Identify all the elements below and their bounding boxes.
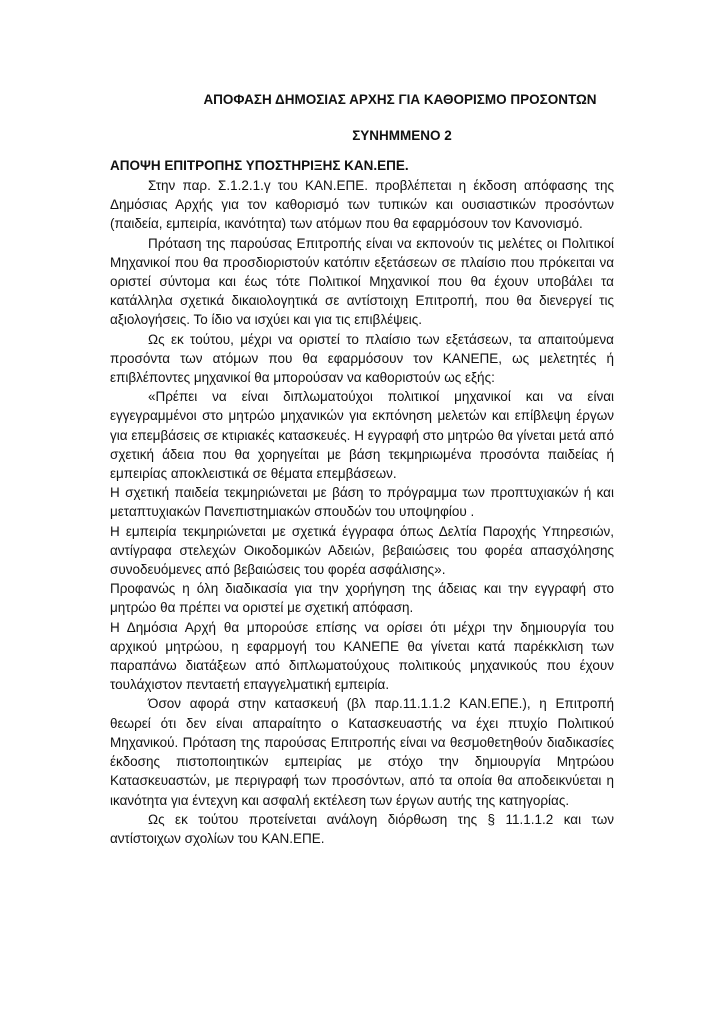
paragraph: Ως εκ τούτου, μέχρι να οριστεί το πλαίσιο των εξετάσεων, τα απαιτούμενα προσόντα των ατόμων που θα εφαρμόσουν τον ΚΑΝΕΠΕ, ως μελετητές ή επιβλέποντες μηχανικοί θα μπορούσαν να καθοριστούν ως εξής:: [110, 331, 614, 386]
paragraph: Η σχετική παιδεία τεκμηριώνεται με βάση το πρόγραμμα των προπτυχιακών ή και μεταπτυχιακών Πανεπιστημιακών σπουδών του υποψηφίου .: [110, 485, 614, 520]
paragraph: Η Δημόσια Αρχή θα μπορούσε επίσης να ορίσει ότι μέχρι την δημιουργία του αρχικού μητρώου, η εφαρμογή του ΚΑΝΕΠΕ θα γίνεται κατά παρέκκλιση των παραπάνω διατάξεων από διπλωματούχους πολιτικούς μηχανικούς που έχουν τουλάχιστον πενταετή επαγγελματική εμπειρία.: [110, 619, 614, 693]
quoted-paragraph: «Πρέπει να είναι διπλωματούχοι πολιτικοί μηχανικοί και να είναι εγγεγραμμένοι στο μητρώο μηχανικών για εκπόνηση μελετών και επίβλεψη έργων για επεμβάσεις σε κτιριακές κατασκευές. Η εγγραφή στο μητρώο θα γίνεται μετά από σχετική άδεια που θα χορηγείται με βάση τεκμηριωμένα προσόντα παιδείας ή εμπειρίας αποκλειστικά σε θέματα επεμβάσεων.: [110, 389, 614, 482]
document-title: ΑΠΟΦΑΣΗ ΔΗΜΟΣΙΑΣ ΑΡΧΗΣ ΓΙΑ ΚΑΘΟΡΙΣΜΟ ΠΡΟΣΟΝΤΩΝ: [203, 92, 597, 107]
document-subtitle: ΣΥΝΗΜΜΕΝΟ 2: [352, 128, 452, 143]
paragraph: Πρόταση της παρούσας Επιτροπής είναι να εκπονούν τις μελέτες οι Πολιτικοί Μηχανικοί που θα προσδιοριστούν κατόπιν εξετάσεων σε πλαίσιο που πρόκειται να οριστεί σύντομα και έως τότε Πολιτικοί Μηχανικοί που θα έχουν υποβάλει τα κατάλληλα σχετικά δικαιολογητικά σε αντίστοιχη Επιτροπή, που θα διενεργεί τις αξιολογήσεις. Το ίδιο να ισχύει και για τις επιβλέψεις.: [110, 235, 614, 328]
paragraph: Στην παρ. Σ.1.2.1.γ του ΚΑΝ.ΕΠΕ. προβλέπεται η έκδοση απόφασης της Δημόσιας Αρχής για τον καθορισμό των τυπικών και ουσιαστικών προσόντων (παιδεία, εμπειρία, ικανότητα) των ατόμων που θα εφαρμόσουν τον Κανονισμό.: [110, 178, 614, 232]
document-body: [110, 176, 614, 848]
paragraph: Η εμπειρία τεκμηριώνεται με σχετικά έγγραφα όπως Δελτία Παροχής Υπηρεσιών, αντίγραφα στελεχών Οικοδομικών Αδειών, βεβαιώσεις του φορέα απασχόλησης συνοδευόμενες από βεβαιώσεις του φορέα ασφάλισης».: [110, 523, 614, 578]
paragraph: Όσον αφορά στην κατασκευή (βλ παρ.11.1.1.2 ΚΑΝ.ΕΠΕ.), η Επιτροπή θεωρεί ότι δεν είναι απαραίτητο ο Κατασκευαστής να έχει πτυχίο Πολιτικού Μηχανικού. Πρόταση της παρούσας Επιτροπής είναι να θεσμοθετηθούν διαδικασίες έκδοσης πιστοποιητικών εμπειρίας με στόχο την δημιουργία Μητρώου Κατασκευαστών, με περιγραφή των προσόντων, από τα οποία θα αποδεικνύεται η ικανότητα για έντεχνη και ασφαλή εκτέλεση των έργων αυτής της κατηγορίας.: [110, 696, 614, 808]
paragraph: Ως εκ τούτου προτείνεται ανάλογη διόρθωση της § 11.1.1.2 και των αντίστοιχων σχολίων του ΚΑΝ.ΕΠΕ.: [110, 811, 614, 846]
paragraph: Προφανώς η όλη διαδικασία για την χορήγηση της άδειας και την εγγραφή στο μητρώο θα πρέπει να οριστεί με σχετική απόφαση.: [110, 581, 614, 616]
section-heading: ΑΠΟΨΗ ΕΠΙΤΡΟΠΗΣ ΥΠΟΣΤΗΡΙΞΗΣ ΚΑΝ.ΕΠΕ.: [110, 158, 409, 173]
